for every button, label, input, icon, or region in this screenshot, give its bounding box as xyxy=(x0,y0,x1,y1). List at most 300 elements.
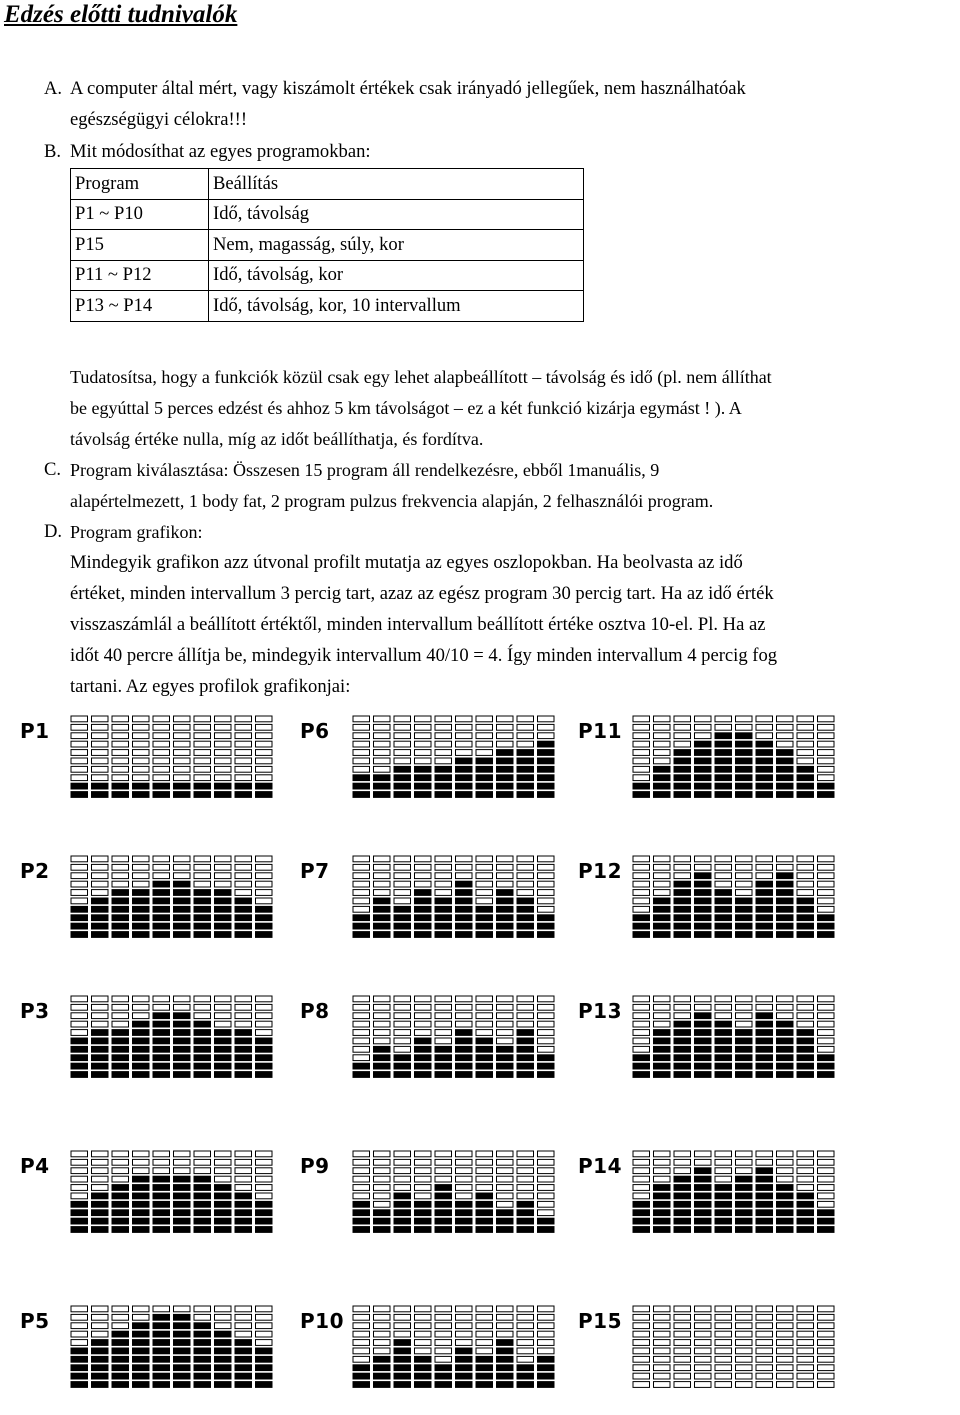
segment-filled xyxy=(695,1193,712,1199)
segment-empty xyxy=(71,1159,88,1165)
segment-filled xyxy=(456,1210,473,1216)
segment-empty xyxy=(777,733,794,739)
section-a-line-1: A computer által mért, vagy kiszámolt értékek csak irányadó jellegűek, nem használhatóak xyxy=(70,78,746,99)
segment-empty xyxy=(633,1151,650,1157)
segment-filled xyxy=(736,1185,753,1191)
segment-empty xyxy=(674,1340,691,1346)
segment-empty xyxy=(153,1004,170,1010)
segment-empty xyxy=(736,1159,753,1165)
segment-empty xyxy=(456,741,473,747)
segment-filled xyxy=(538,1055,555,1061)
segment-filled xyxy=(756,890,773,896)
segment-empty xyxy=(818,1021,835,1027)
segment-filled xyxy=(153,1323,170,1329)
segment-empty xyxy=(695,1159,712,1165)
segment-empty xyxy=(92,864,109,870)
segment-filled xyxy=(71,1038,88,1044)
profile-label-p10: P10 xyxy=(300,1309,344,1333)
segment-empty xyxy=(797,996,814,1002)
segment-filled xyxy=(174,1193,191,1199)
segment-empty xyxy=(797,758,814,764)
segment-filled xyxy=(517,775,534,781)
segment-filled xyxy=(256,1382,273,1388)
segment-filled xyxy=(435,766,452,772)
segment-empty xyxy=(736,1356,753,1362)
segment-empty xyxy=(194,1151,211,1157)
segment-filled xyxy=(674,750,691,756)
segment-filled xyxy=(256,1227,273,1233)
segment-filled xyxy=(174,1331,191,1337)
segment-filled xyxy=(715,1218,732,1224)
segment-filled xyxy=(476,766,493,772)
segment-empty xyxy=(476,864,493,870)
segment-filled xyxy=(456,898,473,904)
segment-filled xyxy=(415,898,432,904)
segment-filled xyxy=(394,1382,411,1388)
segment-filled xyxy=(633,1218,650,1224)
segment-filled xyxy=(736,741,753,747)
segment-empty xyxy=(736,1151,753,1157)
segment-filled xyxy=(92,915,109,921)
segment-empty xyxy=(435,716,452,722)
segment-empty xyxy=(394,996,411,1002)
segment-empty xyxy=(756,1365,773,1371)
segment-empty xyxy=(215,1176,232,1182)
segment-filled xyxy=(736,733,753,739)
segment-empty xyxy=(736,1348,753,1354)
table-cell: Idő, távolság, kor, 10 intervallum xyxy=(209,291,584,322)
segment-filled xyxy=(256,1356,273,1362)
segment-empty xyxy=(415,1176,432,1182)
segment-empty xyxy=(174,1004,191,1010)
segment-filled xyxy=(256,1055,273,1061)
segment-filled xyxy=(497,766,514,772)
table-cell: P13 ~ P14 xyxy=(71,291,209,322)
segment-empty xyxy=(797,1323,814,1329)
segment-filled xyxy=(153,1185,170,1191)
segment-filled xyxy=(215,1340,232,1346)
segment-empty xyxy=(715,1314,732,1320)
segment-empty xyxy=(153,1306,170,1312)
segment-filled xyxy=(456,1365,473,1371)
segment-empty xyxy=(415,733,432,739)
segment-filled xyxy=(256,906,273,912)
segment-empty xyxy=(538,873,555,879)
segment-empty xyxy=(456,1306,473,1312)
segment-empty xyxy=(456,716,473,722)
segment-empty xyxy=(435,741,452,747)
segment-filled xyxy=(174,1365,191,1371)
segment-empty xyxy=(174,1306,191,1312)
segment-empty xyxy=(353,766,370,772)
segment-empty xyxy=(215,733,232,739)
segment-empty xyxy=(517,1185,534,1191)
segment-filled xyxy=(374,1227,391,1233)
section-b-letter: B. xyxy=(44,141,62,162)
segment-empty xyxy=(818,750,835,756)
segment-empty xyxy=(654,1365,671,1371)
segment-empty xyxy=(256,996,273,1002)
segment-filled xyxy=(633,1055,650,1061)
segment-empty xyxy=(153,775,170,781)
section-d-heading: Program grafikon: xyxy=(70,522,203,542)
segment-filled xyxy=(256,1072,273,1078)
segment-empty xyxy=(133,996,150,1002)
segment-empty xyxy=(818,724,835,730)
segment-empty xyxy=(517,716,534,722)
segment-filled xyxy=(394,915,411,921)
segment-empty xyxy=(715,864,732,870)
segment-filled xyxy=(715,1072,732,1078)
segment-empty xyxy=(633,1323,650,1329)
segment-filled xyxy=(674,1218,691,1224)
segment-filled xyxy=(153,890,170,896)
segment-filled xyxy=(456,1046,473,1052)
segment-filled xyxy=(715,1201,732,1207)
segment-empty xyxy=(256,1013,273,1019)
segment-filled xyxy=(777,1030,794,1036)
segment-empty xyxy=(633,733,650,739)
segment-empty xyxy=(235,733,252,739)
segment-empty xyxy=(235,766,252,772)
segment-empty xyxy=(435,881,452,887)
segment-empty xyxy=(374,1348,391,1354)
segment-empty xyxy=(215,864,232,870)
segment-filled xyxy=(777,766,794,772)
segment-empty xyxy=(194,881,211,887)
segment-empty xyxy=(695,1348,712,1354)
segment-empty xyxy=(633,724,650,730)
segment-filled xyxy=(112,1331,129,1337)
segment-filled xyxy=(194,1340,211,1346)
segment-empty xyxy=(777,1013,794,1019)
segment-empty xyxy=(92,1159,109,1165)
segment-filled xyxy=(736,1072,753,1078)
segment-filled xyxy=(456,1038,473,1044)
segment-empty xyxy=(756,996,773,1002)
segment-empty xyxy=(818,890,835,896)
segment-filled xyxy=(133,1176,150,1182)
segment-filled xyxy=(174,1218,191,1224)
segment-empty xyxy=(633,1193,650,1199)
segment-empty xyxy=(756,873,773,879)
segment-filled xyxy=(112,1210,129,1216)
segment-filled xyxy=(112,906,129,912)
segment-empty xyxy=(374,1323,391,1329)
segment-filled xyxy=(394,906,411,912)
segment-empty xyxy=(415,856,432,862)
section-d-line-3: visszaszámlál a beállított értéktől, minden intervallum beállított értéke osztva 10-el. Pl. Ha az xyxy=(70,614,766,635)
segment-filled xyxy=(112,1055,129,1061)
segment-filled xyxy=(756,1021,773,1027)
segment-filled xyxy=(133,1331,150,1337)
segment-filled xyxy=(194,1030,211,1036)
segment-filled xyxy=(133,1218,150,1224)
segment-empty xyxy=(756,1373,773,1379)
segment-filled xyxy=(435,932,452,938)
program-settings-table xyxy=(70,168,584,322)
segment-filled xyxy=(538,783,555,789)
segment-empty xyxy=(517,1356,534,1362)
segment-empty xyxy=(797,716,814,722)
segment-filled xyxy=(777,758,794,764)
segment-empty xyxy=(715,881,732,887)
segment-empty xyxy=(112,1323,129,1329)
segment-empty xyxy=(374,741,391,747)
segment-filled xyxy=(235,1055,252,1061)
segment-empty xyxy=(153,766,170,772)
segment-filled xyxy=(756,783,773,789)
segment-empty xyxy=(374,1193,391,1199)
segment-filled xyxy=(715,1227,732,1233)
segment-filled xyxy=(695,1038,712,1044)
segment-filled xyxy=(476,915,493,921)
segment-filled xyxy=(538,923,555,929)
segment-empty xyxy=(797,1314,814,1320)
segment-empty xyxy=(374,724,391,730)
segment-filled xyxy=(194,1365,211,1371)
segment-filled xyxy=(517,1201,534,1207)
segment-empty xyxy=(633,1013,650,1019)
segment-filled xyxy=(153,1365,170,1371)
segment-empty xyxy=(517,741,534,747)
segment-filled xyxy=(736,1030,753,1036)
segment-empty xyxy=(456,1323,473,1329)
segment-empty xyxy=(92,750,109,756)
segment-empty xyxy=(695,1306,712,1312)
segment-filled xyxy=(92,1348,109,1354)
segment-filled xyxy=(497,1046,514,1052)
segment-empty xyxy=(256,864,273,870)
segment-empty xyxy=(112,750,129,756)
segment-filled xyxy=(133,1030,150,1036)
segment-filled xyxy=(695,1063,712,1069)
segment-filled xyxy=(674,906,691,912)
segment-empty xyxy=(374,881,391,887)
segment-empty xyxy=(394,716,411,722)
segment-filled xyxy=(235,1038,252,1044)
segment-filled xyxy=(353,1210,370,1216)
segment-filled xyxy=(71,1063,88,1069)
segment-empty xyxy=(777,1314,794,1320)
segment-filled xyxy=(194,1382,211,1388)
segment-filled xyxy=(695,1210,712,1216)
segment-empty xyxy=(133,1168,150,1174)
segment-empty xyxy=(112,1176,129,1182)
profile-label-p15: P15 xyxy=(578,1309,622,1333)
segment-empty xyxy=(674,716,691,722)
segment-filled xyxy=(517,1382,534,1388)
segment-empty xyxy=(174,766,191,772)
segment-filled xyxy=(476,775,493,781)
segment-empty xyxy=(133,750,150,756)
segment-filled xyxy=(736,923,753,929)
segment-empty xyxy=(497,1306,514,1312)
segment-empty xyxy=(174,864,191,870)
segment-filled xyxy=(736,1063,753,1069)
segment-empty xyxy=(92,766,109,772)
segment-empty xyxy=(497,873,514,879)
segment-empty xyxy=(215,1004,232,1010)
segment-empty xyxy=(674,1323,691,1329)
segment-filled xyxy=(174,915,191,921)
segment-filled xyxy=(674,1176,691,1182)
segment-empty xyxy=(633,1159,650,1165)
section-b-note-line-3: távolság értéke nulla, míg az időt beállíthatja, és fordítva. xyxy=(70,429,484,449)
segment-filled xyxy=(215,1227,232,1233)
segment-filled xyxy=(654,1201,671,1207)
segment-filled xyxy=(756,906,773,912)
segment-empty xyxy=(256,1168,273,1174)
segment-filled xyxy=(92,1382,109,1388)
segment-empty xyxy=(715,1340,732,1346)
segment-empty xyxy=(394,1176,411,1182)
segment-empty xyxy=(715,1176,732,1182)
segment-filled xyxy=(374,906,391,912)
segment-filled xyxy=(797,898,814,904)
segment-empty xyxy=(435,1159,452,1165)
profile-grid-p10 xyxy=(352,1305,557,1389)
segment-empty xyxy=(256,1306,273,1312)
segment-filled xyxy=(538,741,555,747)
segment-empty xyxy=(538,864,555,870)
segment-filled xyxy=(174,1201,191,1207)
segment-filled xyxy=(194,783,211,789)
segment-empty xyxy=(797,864,814,870)
segment-filled xyxy=(415,1365,432,1371)
segment-filled xyxy=(415,923,432,929)
segment-empty xyxy=(456,1151,473,1157)
segment-filled xyxy=(215,1046,232,1052)
segment-empty xyxy=(818,1323,835,1329)
segment-empty xyxy=(633,1046,650,1052)
segment-filled xyxy=(797,1210,814,1216)
segment-empty xyxy=(153,750,170,756)
segment-empty xyxy=(654,1151,671,1157)
segment-filled xyxy=(797,1218,814,1224)
segment-empty xyxy=(394,1323,411,1329)
segment-filled xyxy=(654,783,671,789)
segment-filled xyxy=(112,1193,129,1199)
segment-filled xyxy=(353,1365,370,1371)
segment-empty xyxy=(415,1314,432,1320)
section-b-note-line-1: Tudatosítsa, hogy a funkciók közül csak egy lehet alapbeállított – távolság és idő (pl. nem állíthat xyxy=(70,367,772,387)
segment-filled xyxy=(133,906,150,912)
segment-filled xyxy=(517,1055,534,1061)
segment-empty xyxy=(674,1159,691,1165)
segment-empty xyxy=(92,724,109,730)
segment-filled xyxy=(153,923,170,929)
segment-filled xyxy=(674,1227,691,1233)
segment-filled xyxy=(674,1030,691,1036)
segment-empty xyxy=(394,733,411,739)
segment-filled xyxy=(633,932,650,938)
segment-filled xyxy=(112,1356,129,1362)
segment-filled xyxy=(235,792,252,798)
table-cell: Nem, magasság, súly, kor xyxy=(209,230,584,261)
segment-filled xyxy=(374,923,391,929)
segment-empty xyxy=(235,775,252,781)
segment-empty xyxy=(394,1159,411,1165)
segment-empty xyxy=(394,898,411,904)
segment-empty xyxy=(256,1004,273,1010)
segment-filled xyxy=(215,1038,232,1044)
segment-empty xyxy=(818,766,835,772)
segment-filled xyxy=(92,1063,109,1069)
segment-filled xyxy=(92,1356,109,1362)
segment-filled xyxy=(818,783,835,789)
segment-filled xyxy=(715,890,732,896)
segment-empty xyxy=(633,1365,650,1371)
segment-empty xyxy=(476,873,493,879)
segment-filled xyxy=(133,1373,150,1379)
segment-filled xyxy=(153,1201,170,1207)
segment-filled xyxy=(674,890,691,896)
segment-filled xyxy=(654,898,671,904)
segment-empty xyxy=(736,716,753,722)
segment-filled xyxy=(92,783,109,789)
segment-empty xyxy=(112,881,129,887)
segment-filled xyxy=(374,1210,391,1216)
segment-empty xyxy=(633,1306,650,1312)
segment-empty xyxy=(215,775,232,781)
segment-filled xyxy=(435,1072,452,1078)
segment-empty xyxy=(476,1323,493,1329)
segment-empty xyxy=(235,758,252,764)
segment-empty xyxy=(797,1021,814,1027)
segment-filled xyxy=(374,1365,391,1371)
segment-filled xyxy=(456,1356,473,1362)
segment-empty xyxy=(497,724,514,730)
segment-empty xyxy=(215,873,232,879)
segment-empty xyxy=(71,758,88,764)
segment-filled xyxy=(71,1218,88,1224)
segment-empty xyxy=(777,741,794,747)
segment-filled xyxy=(818,915,835,921)
segment-empty xyxy=(71,1004,88,1010)
segment-filled xyxy=(777,1046,794,1052)
segment-empty xyxy=(797,1306,814,1312)
segment-filled xyxy=(153,1055,170,1061)
segment-empty xyxy=(756,716,773,722)
segment-empty xyxy=(71,1168,88,1174)
segment-empty xyxy=(353,856,370,862)
segment-filled xyxy=(394,1356,411,1362)
segment-filled xyxy=(353,1218,370,1224)
segment-empty xyxy=(92,716,109,722)
segment-empty xyxy=(415,864,432,870)
segment-filled xyxy=(538,1373,555,1379)
segment-empty xyxy=(256,1331,273,1337)
segment-empty xyxy=(538,1323,555,1329)
segment-empty xyxy=(633,1331,650,1337)
profile-label-p8: P8 xyxy=(300,999,330,1023)
segment-filled xyxy=(215,890,232,896)
segment-filled xyxy=(353,1063,370,1069)
segment-filled xyxy=(517,923,534,929)
segment-filled xyxy=(71,783,88,789)
segment-filled xyxy=(92,932,109,938)
segment-filled xyxy=(153,1227,170,1233)
segment-filled xyxy=(415,1072,432,1078)
segment-filled xyxy=(456,890,473,896)
segment-filled xyxy=(777,775,794,781)
segment-filled xyxy=(435,906,452,912)
segment-filled xyxy=(215,783,232,789)
profile-grid-p2 xyxy=(70,855,275,939)
segment-filled xyxy=(71,915,88,921)
segment-empty xyxy=(374,856,391,862)
